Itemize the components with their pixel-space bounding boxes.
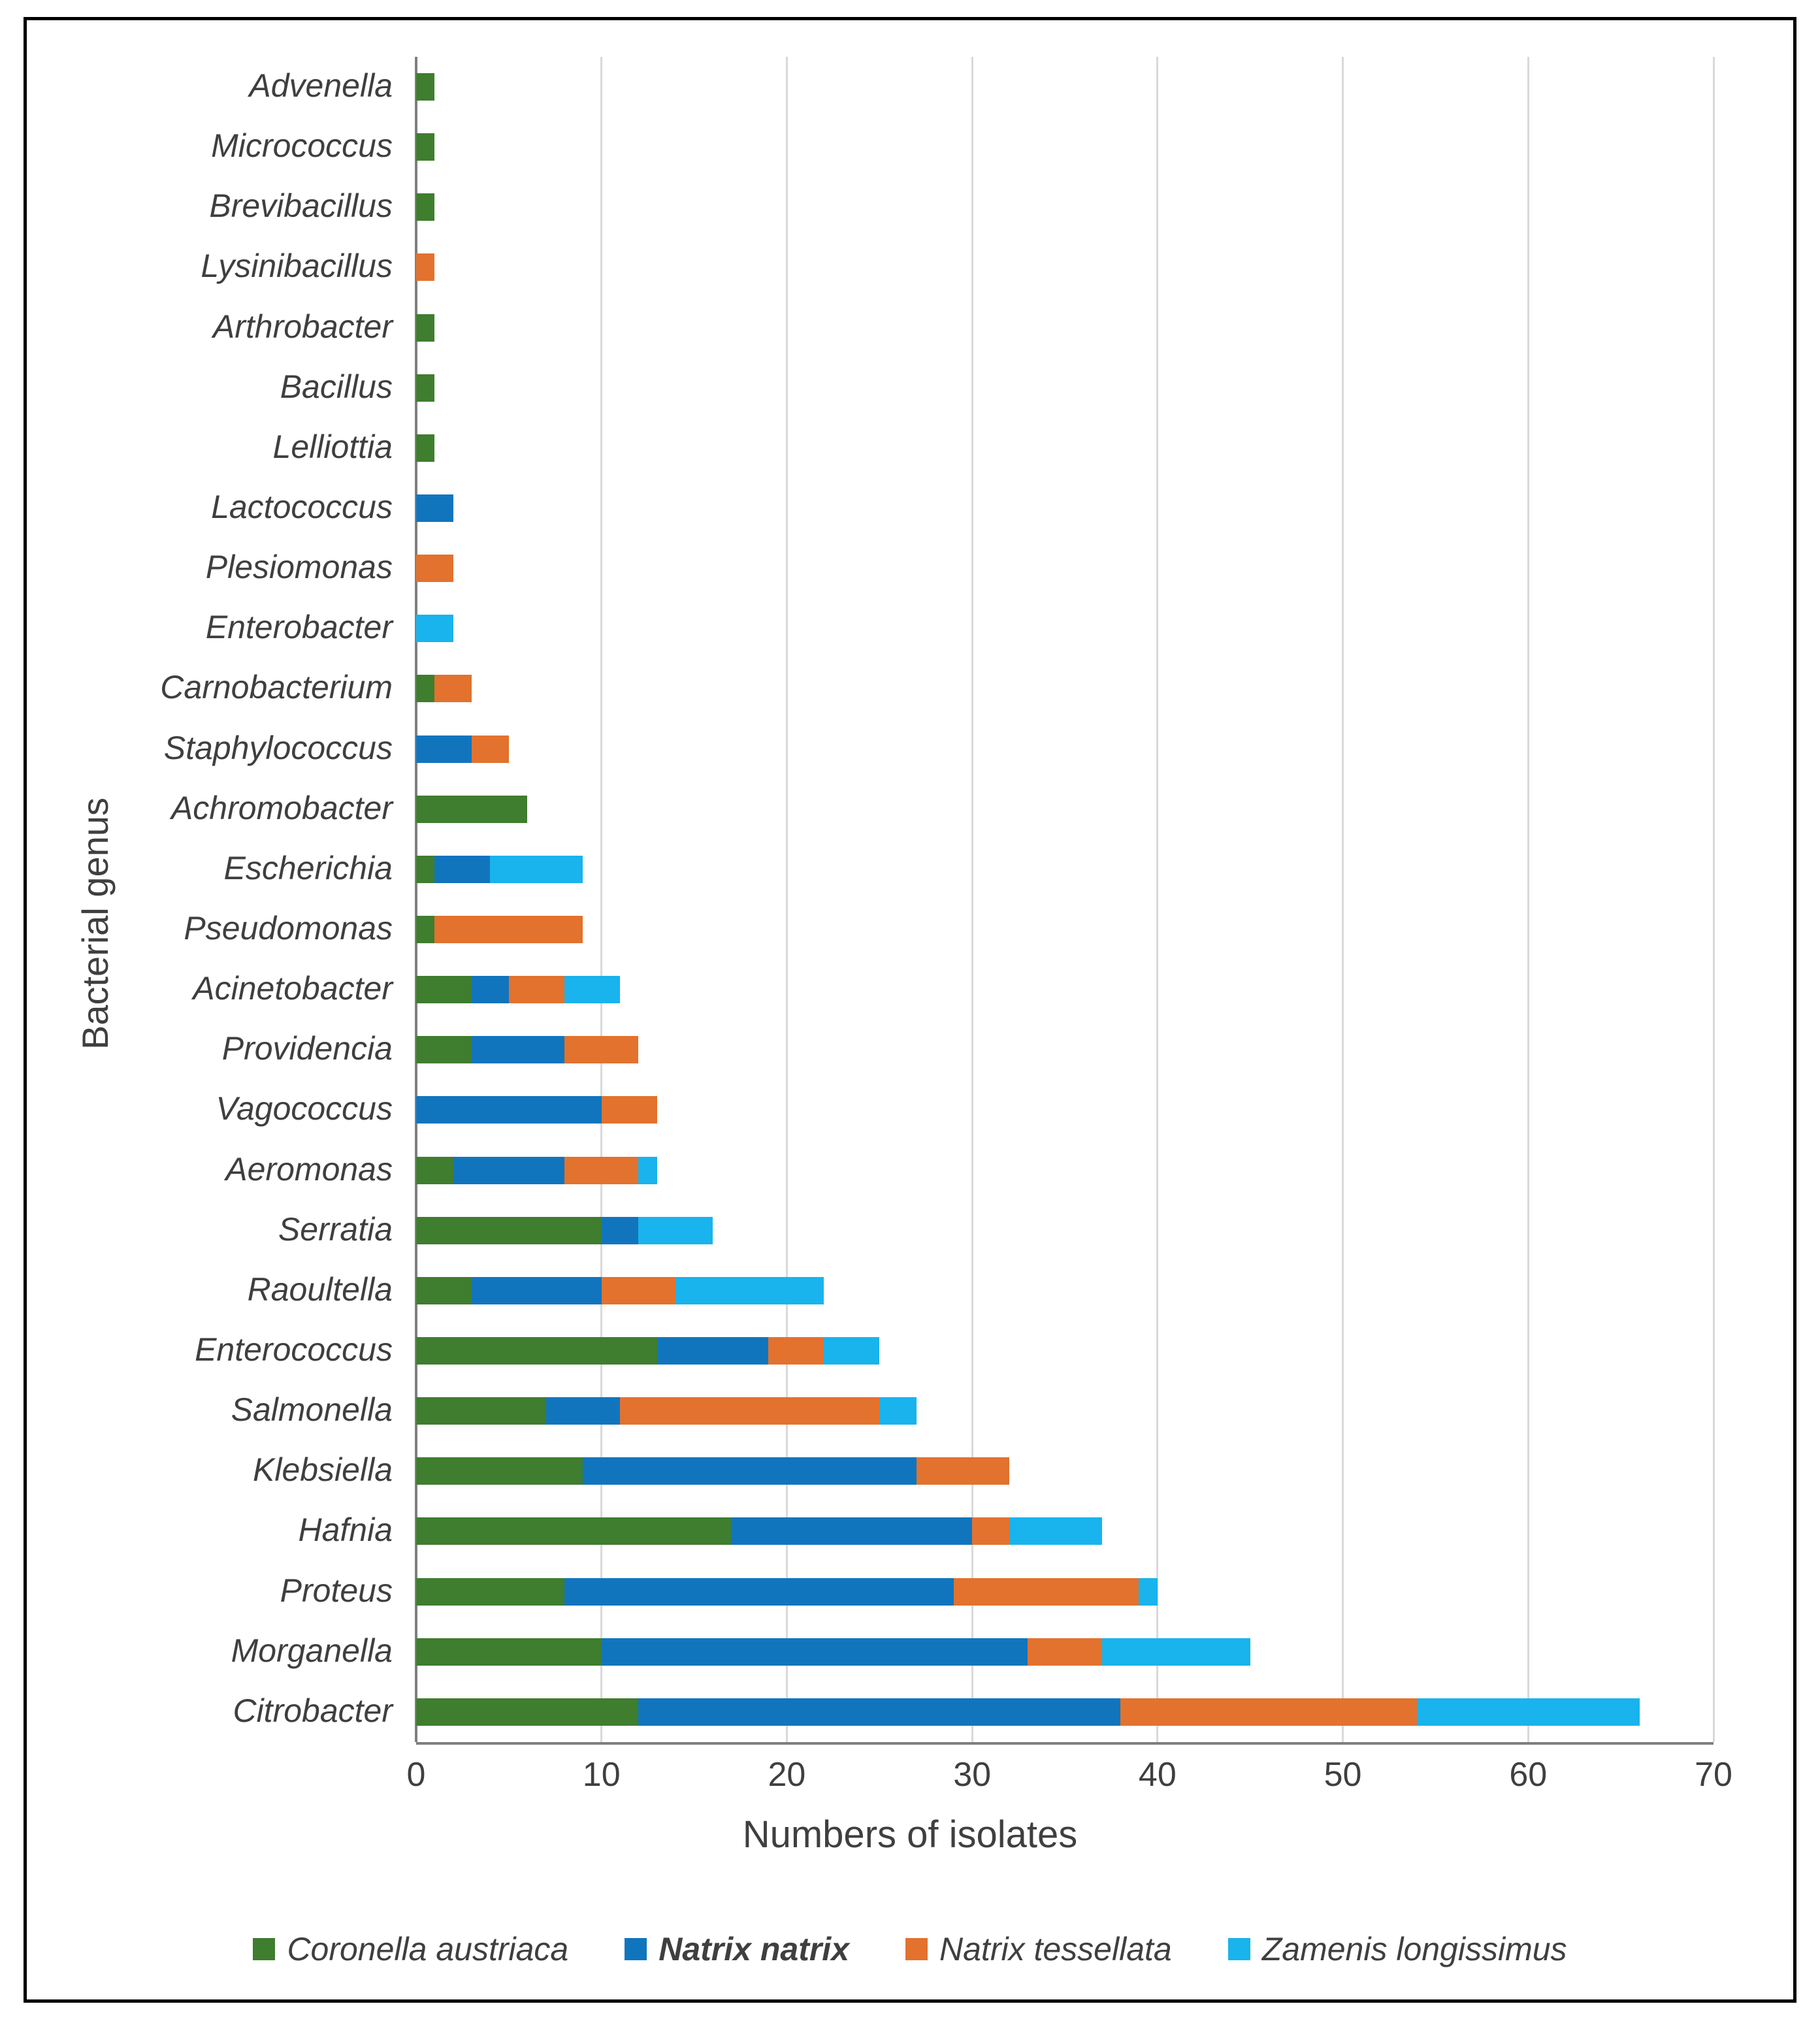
- bar-row: [195, 1321, 1714, 1381]
- chart-legend: [27, 1930, 1793, 1968]
- bar-segment[interactable]: [416, 675, 434, 702]
- bar-row: [280, 1562, 1714, 1622]
- stacked-bar[interactable]: [416, 555, 453, 582]
- category-label: Lysinibacillus: [201, 248, 393, 285]
- bar-segment[interactable]: [1417, 1698, 1639, 1726]
- category-label: Achromobacter: [171, 789, 393, 826]
- legend-swatch-icon: [905, 1938, 928, 1960]
- x-tick-label: 50: [1324, 1756, 1362, 1794]
- bar-segment[interactable]: [416, 796, 527, 823]
- bar-row: [231, 1381, 1714, 1441]
- bar-segment[interactable]: [602, 1096, 657, 1124]
- stacked-bar[interactable]: [416, 976, 620, 1003]
- x-tick-label: 0: [406, 1756, 426, 1794]
- bar-segment[interactable]: [416, 1096, 602, 1124]
- bar-row: [231, 1622, 1714, 1682]
- legend-swatch-icon: [253, 1938, 275, 1960]
- stacked-bar[interactable]: [416, 856, 583, 883]
- bar-segment[interactable]: [1102, 1638, 1250, 1666]
- bar-segment[interactable]: [583, 1457, 917, 1485]
- category-label: Carnobacterium: [160, 669, 393, 706]
- bar-row: [247, 1261, 1714, 1321]
- bar-row: [163, 719, 1714, 779]
- x-axis-title: Numbers of isolates: [742, 1813, 1078, 1856]
- bar-row: [205, 598, 1714, 658]
- legend-item[interactable]: [1228, 1930, 1567, 1968]
- bar-segment[interactable]: [453, 1157, 564, 1184]
- stacked-bar[interactable]: [416, 1036, 638, 1063]
- legend-item[interactable]: [625, 1930, 849, 1968]
- bar-segment[interactable]: [416, 1337, 657, 1365]
- category-label: Serratia: [278, 1210, 393, 1248]
- bar-segment[interactable]: [416, 856, 434, 883]
- bar-segment[interactable]: [824, 1337, 879, 1365]
- bar-segment[interactable]: [972, 1517, 1009, 1545]
- x-tick-label: 20: [768, 1756, 806, 1794]
- bar-segment[interactable]: [1120, 1698, 1417, 1726]
- chart-frame: [24, 17, 1796, 2003]
- bar-row: [252, 1441, 1714, 1501]
- category-label: Arthrobacter: [212, 308, 393, 345]
- stacked-bar[interactable]: [416, 796, 527, 823]
- stacked-bar[interactable]: [416, 1337, 879, 1365]
- bar-segment[interactable]: [416, 253, 434, 281]
- stacked-bar[interactable]: [416, 494, 453, 522]
- legend-label: Zamenis longissimus: [1261, 1931, 1567, 1967]
- bar-row: [184, 899, 1714, 960]
- category-label: Micrococcus: [211, 127, 393, 165]
- bar-segment[interactable]: [509, 976, 564, 1003]
- bar-row: [278, 1201, 1714, 1261]
- bar-segment[interactable]: [416, 1217, 602, 1244]
- stacked-bar[interactable]: [416, 1638, 1250, 1666]
- stacked-bar[interactable]: [416, 1578, 1158, 1606]
- stacked-bar[interactable]: [416, 374, 434, 402]
- category-label: Klebsiella: [252, 1451, 393, 1489]
- category-label: Escherichia: [223, 849, 393, 886]
- bar-segment[interactable]: [1139, 1578, 1157, 1606]
- bar-row: [249, 57, 1714, 117]
- category-label: Vagococcus: [216, 1090, 393, 1127]
- bar-segment[interactable]: [1028, 1638, 1101, 1666]
- y-axis-title: Bacterial genus: [74, 797, 116, 1050]
- category-label: Staphylococcus: [163, 729, 393, 766]
- bar-segment[interactable]: [416, 494, 453, 522]
- legend-item[interactable]: [253, 1930, 568, 1968]
- legend-label: Coronella austriaca: [287, 1931, 569, 1967]
- stacked-bar-chart: [27, 20, 1793, 1999]
- category-label: Bacillus: [280, 368, 393, 405]
- bar-segment[interactable]: [416, 133, 434, 161]
- x-tick-label: 30: [953, 1756, 992, 1794]
- bar-segment[interactable]: [416, 1397, 546, 1425]
- bar-segment[interactable]: [434, 856, 490, 883]
- bar-row: [216, 1080, 1714, 1140]
- category-label: Enterococcus: [195, 1331, 393, 1368]
- bar-row: [280, 358, 1714, 418]
- stacked-bar[interactable]: [416, 736, 509, 763]
- category-label: Advenella: [249, 67, 393, 105]
- bar-segment[interactable]: [416, 555, 453, 582]
- category-label: Lelliottia: [272, 428, 393, 465]
- bar-segment[interactable]: [879, 1397, 917, 1425]
- legend-item[interactable]: [905, 1930, 1172, 1968]
- category-label: Raoultella: [247, 1270, 393, 1308]
- bar-row: [225, 1140, 1714, 1201]
- category-label: Acinetobacter: [193, 970, 393, 1007]
- bar-row: [221, 1020, 1714, 1080]
- bar-segment[interactable]: [472, 736, 509, 763]
- bar-row: [272, 418, 1714, 478]
- category-label: Hafnia: [298, 1512, 393, 1549]
- bar-segment[interactable]: [416, 1517, 731, 1545]
- stacked-bar[interactable]: [416, 1698, 1640, 1726]
- stacked-bar[interactable]: [416, 1517, 1102, 1545]
- bar-row: [223, 839, 1714, 899]
- legend-label: Natrix natrix: [658, 1931, 850, 1967]
- category-label: Morganella: [231, 1632, 393, 1669]
- bar-segment[interactable]: [564, 1578, 954, 1606]
- bar-segment[interactable]: [954, 1578, 1139, 1606]
- bar-segment[interactable]: [416, 314, 434, 342]
- bar-segment[interactable]: [416, 615, 453, 642]
- bar-segment[interactable]: [416, 1638, 602, 1666]
- x-tick-label: 40: [1138, 1756, 1177, 1794]
- legend-swatch-icon: [625, 1938, 647, 1960]
- category-label: Lactococcus: [211, 489, 393, 526]
- bar-segment[interactable]: [472, 1036, 564, 1063]
- bar-segment[interactable]: [416, 73, 434, 101]
- category-label: Proteus: [280, 1572, 393, 1609]
- legend-swatch-icon: [1228, 1938, 1250, 1960]
- bar-row: [211, 117, 1714, 177]
- bar-segment[interactable]: [416, 193, 434, 221]
- bar-segment[interactable]: [731, 1517, 972, 1545]
- legend-label: Natrix tessellata: [939, 1931, 1172, 1967]
- bar-segment[interactable]: [416, 976, 472, 1003]
- bar-segment[interactable]: [472, 976, 509, 1003]
- category-label: Plesiomonas: [205, 549, 393, 586]
- bar-segment[interactable]: [917, 1457, 1009, 1485]
- bar-segment[interactable]: [416, 434, 434, 462]
- bar-segment[interactable]: [1009, 1517, 1102, 1545]
- bar-segment[interactable]: [768, 1337, 824, 1365]
- stacked-bar[interactable]: [416, 133, 434, 161]
- category-label: Citrobacter: [233, 1692, 393, 1729]
- bar-segment[interactable]: [416, 1157, 453, 1184]
- stacked-bar[interactable]: [416, 314, 434, 342]
- x-axis-line: [416, 1742, 1714, 1745]
- bar-row: [193, 960, 1714, 1020]
- bar-segment[interactable]: [638, 1217, 712, 1244]
- bar-segment[interactable]: [564, 1157, 638, 1184]
- category-label: Providencia: [221, 1030, 393, 1067]
- bar-segment[interactable]: [416, 1698, 638, 1726]
- bar-segment[interactable]: [416, 916, 434, 943]
- bar-segment[interactable]: [434, 675, 472, 702]
- category-label: Pseudomonas: [184, 910, 393, 947]
- bar-row: [211, 478, 1714, 538]
- x-tick-label: 70: [1695, 1756, 1732, 1794]
- stacked-bar[interactable]: [416, 1277, 824, 1304]
- x-tick-label: 10: [582, 1756, 621, 1794]
- stacked-bar[interactable]: [416, 1157, 657, 1184]
- category-label: Salmonella: [231, 1391, 393, 1429]
- category-label: Enterobacter: [205, 609, 393, 646]
- bar-segment[interactable]: [602, 1277, 675, 1304]
- bar-segment[interactable]: [564, 976, 620, 1003]
- stacked-bar[interactable]: [416, 73, 434, 101]
- bar-segment[interactable]: [602, 1638, 1028, 1666]
- category-label: Aeromonas: [225, 1150, 393, 1188]
- bar-segment[interactable]: [416, 1036, 472, 1063]
- bar-row: [160, 658, 1714, 719]
- bar-segment[interactable]: [416, 1457, 583, 1485]
- x-tick-label: 60: [1509, 1756, 1548, 1794]
- bar-segment[interactable]: [490, 856, 583, 883]
- stacked-bar[interactable]: [416, 1397, 917, 1425]
- stacked-bar[interactable]: [416, 675, 472, 702]
- bar-row: [205, 538, 1714, 598]
- plot-area: [160, 57, 1732, 1794]
- bar-segment[interactable]: [657, 1337, 768, 1365]
- bar-row: [171, 779, 1714, 839]
- stacked-bar[interactable]: [416, 1217, 713, 1244]
- bar-segment[interactable]: [638, 1157, 657, 1184]
- bar-segment[interactable]: [416, 374, 434, 402]
- bar-segment[interactable]: [434, 916, 583, 943]
- bar-segment[interactable]: [564, 1036, 638, 1063]
- bar-segment[interactable]: [416, 1277, 472, 1304]
- bar-row: [201, 237, 1714, 297]
- bar-segment[interactable]: [602, 1217, 639, 1244]
- stacked-bar[interactable]: [416, 1457, 1009, 1485]
- bar-segment[interactable]: [675, 1277, 824, 1304]
- bar-row: [209, 177, 1714, 237]
- bar-segment[interactable]: [472, 1277, 602, 1304]
- stacked-bar[interactable]: [416, 916, 583, 943]
- stacked-bar[interactable]: [416, 615, 453, 642]
- bar-row: [212, 298, 1714, 358]
- bar-row: [298, 1501, 1714, 1561]
- bar-segment[interactable]: [416, 1578, 564, 1606]
- bar-segment[interactable]: [416, 736, 472, 763]
- bar-row: [233, 1682, 1714, 1742]
- stacked-bar[interactable]: [416, 1096, 657, 1124]
- stacked-bar[interactable]: [416, 253, 434, 281]
- stacked-bar[interactable]: [416, 434, 434, 462]
- bar-segment[interactable]: [638, 1698, 1120, 1726]
- category-label: Brevibacillus: [209, 187, 393, 225]
- stacked-bar[interactable]: [416, 193, 434, 221]
- bar-segment[interactable]: [546, 1397, 620, 1425]
- bar-segment[interactable]: [620, 1397, 879, 1425]
